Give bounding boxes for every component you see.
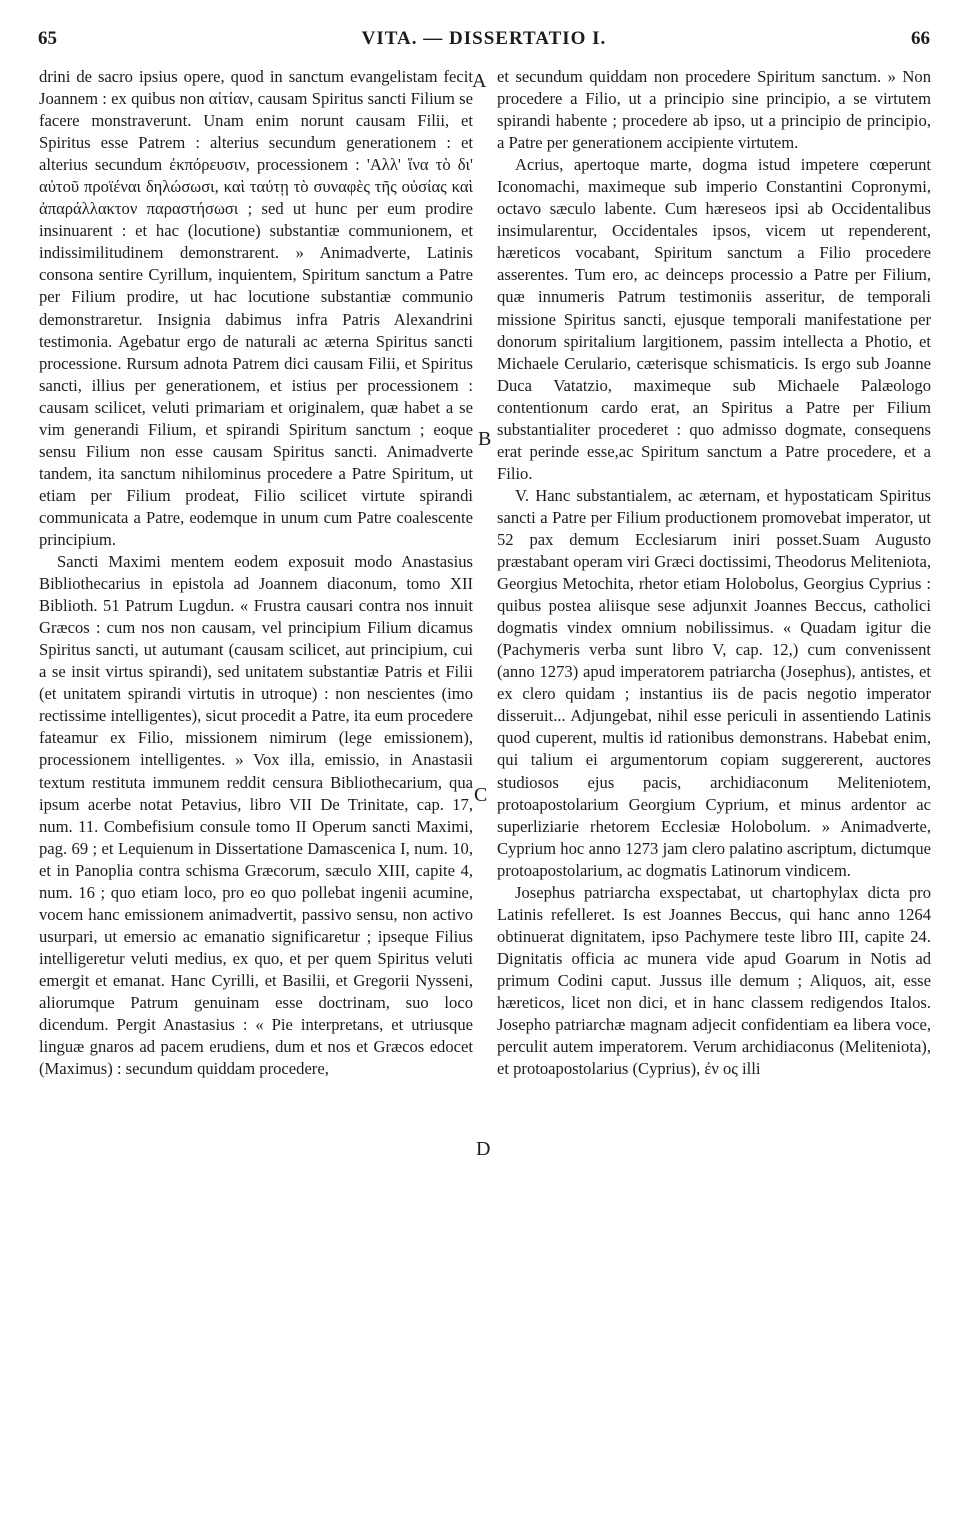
right-column [497,66,931,1080]
left-paragraph-1: drini de sacro ipsius opere, quod in sanctum evangelistam fecit Joannem : ex quibus non αἰτίαν, causam Spiritus sancti Filium se facere monstraverunt. Unam enim norunt causam Filii, et Spiritus esse Patrem : alterius secundum generationem : et alterius secundum ἐκπόρευσιν, processionem : 'Αλλ' ἵνα τὸ δι' αὐτοῦ προϊέναι δηλώσωσι, καὶ ταύτῃ τὸ συναφὲς τῆς οὐσίας καὶ ἀπαράλλακτον παραστήσωσι ; sed ut hunc per eum prodire insinuarent : et hac (locutione) substantiæ communionem, et indissimilitudinem demonstrarent. » Animadverte, Latinis consona sentire Cyrillum, inquientem, Spiritum sanctum a Patre per Filium prodire, ut hac locutione substantiæ communio demonstraretur. Insignia dabimus infra Patris Alexandrini testimonia. Agebatur ergo de naturali ac æterna Spiritus sancti processione. Rursum adnota Patrem dici causam Filii, et Spiritus sancti, illius per generationem, et istius per processionem : causam scilicet, veluti primariam et originalem, quæ habet a se vim generandi Filium, et spirandi Spiritum sanctum ; eoque sensu Filium non esse causam Spiritus sancti. Animadverte tandem, ita sanctum nihilominus procedere a Patre Spiritum, ut etiam per Filium prodeat, Filio scilicet virtute spirandi communicata a Patre, eodemque in unum cum Patre coalescente principium. [39,67,473,549]
left-paragraph-2: Sancti Maximi mentem eodem exposuit modo Anastasius Bibliothecarius in epistola ad Joannem diaconum, tomo XII Biblioth. 51 Patrum Lugdun. « Frustra causari contra nos innuit Græcos : cum nos non causam, vel principium Filium dicamus Spiritus sancti, ut autumant (causam scilicet, aut principium, cui a se insit virtus spirandi), sed unitatem substantiæ Patris et Filii (et unitatem spirandi virtutis in utroque) : non nescientes (imo rectissime intelligentes), sicut procedit a Patre, ita eum procedere fateamur ex Filio, missionem nimirum (lege emissionem), processionem intelligentes. » Vox illa, emissio, in Anastasii textum restituta immunem reddit censura Bibliothecarium, qua ipsum acerbe notat Petavius, libro VII De Trinitate, cap. 17, num. 11. Combefisium consule tomo II Operum sancti Maximi, pag. 69 ; et Lequienum in Dissertatione Damascenica I, num. 10, et in Panoplia contra schisma Græcorum, sæculo XIII, capite 4, num. 16 ; quo etiam loco, pro eo quo pollebat ingenii acumine, vocem hanc emissionem animadvertit, passivo sensu, non activo usurpari, ut emersio ac emanatio significaretur ; ipseque Filius intelligeretur veluti medius, ex quo, et per quem Spiritus veluti emergit et emanat. Hanc Cyrilli, et Basilii, et Gregorii Nysseni, aliorumque Patrum genuinam esse doctrinam, suo loco dicendum. Pergit Anastasius : « Pie interpretans, et utriusque linguæ gnaros ad pacem erudiens, dum et nos et Græcos edocet (Maximus) : secundum quiddam procedere, [39,552,473,1079]
right-paragraph-3: V. Hanc substantialem, ac æternam, et hypostaticam Spiritus sancti a Patre per Filium productionem promovebat imperator, ut 52 pax demum Ecclesiarum iniri posset.Suam Augusto præstabant operam viri Græci doctissimi, Theodorus Meliteniota, Georgius Metochita, rhetor etiam Holobolus, Georgius Cyprius : quibus postea aliisque sese adjunxit Joannes Beccus, catholici dogmatis vindex omnium nobilissimus. « Quadam igitur die (Pachymeris verba sunt libro V, cap. 12,) cum convenissent (anno 1273) apud imperatorem patriarcha (Josephus), antistes, et ex clero quidam ; instantius iis de pacis negotio imperator disseruit... Adjungebat, nihil esse periculi in assentiendo Latinis quod cuperent, multis id rationibus demonstrans. Habebat enim, qui talium ei argumentorum copiam suggererent, auctores studiosos ejus pacis, archidiaconum Meliteniotem, protoapostolarium Georgium Cyprium, et minus ardentor ac superliziarie rhetorem Ecclesiæ Holobolum. » Animadverte, Cyprium hoc anno 1273 jam clero palatino ascriptum, dictumque protoapostolarium, ac dogmatis Latinorum vindicem. [497,485,931,880]
margin-letter-d: D [476,1138,491,1160]
left-column [39,66,473,1080]
right-paragraph-4: Josephus patriarcha exspectabat, ut chartophylax dicta pro Latinis refelleret. Is est Joannes Beccus, qui hanc anno 1264 obtinuerat dignitatem, ipso Pachymere teste libro III, capite 24. Dignitatis officia ac munera vide apud Goarum in Notis ad primum Codini caput. Jussus ille demum ; Aliquos, ait, esse hæreticos, licet non dici, et in hanc classem redigendos Italos. Josepho patriarchæ magnam adjecit confidentiam ea libera voce, perculit autem imperatorem. Verum archidiaconus (Meliteniota), et protoapostolarius (Cyprius), ἐν ος illi [497,882,931,1079]
page-header [38,28,930,56]
running-title: VITA. — DISSERTATIO I. [361,28,607,49]
page-number-left: 65 [38,28,57,49]
right-paragraph-1: et secundum quiddam non procedere Spiritum sanctum. » Non procedere a Filio, ut a principio sine principio, a se virtutem spirandi habente ; procedere ab ipso, ut a principio de principio, a Patre per generationem accipiente virtutem. [497,67,931,153]
right-paragraph-2: Acrius, apertoque marte, dogma istud impetere cœperunt Iconomachi, maximeque sub imperio Constantini Copronymi, octavo sæculo labente. Cum hæreseos ipsi ab Occidentalibus insimularentur, Occidentales ipsos, vicem ut rependerent, hæreticos vocabant, Spiritum sanctum a Filio procedere asserentes. Tum ero, ac deinceps processio a Patre per Filium, quæ innumeris Patrum testimoniis asseritur, de temporali missione Spiritus sancti, ejusque temporali manifestatione per donorum spiritalium largitionem, passim intellecta a Photio, et Michaele Cerulario, cæterisque schismaticis. Is ergo sub Joanne Duca Vatatzio, maximeque sub Michaele Palæologo contentionum cardo erat, an Spiritus a Patre per Filium substantialiter procederet : quo admisso dogmate, consequens erat perinde esse,ac Spiritum sanctum a Patre procedere, et a Filio. [497,155,931,483]
margin-letter-c: C [474,784,488,806]
margin-letter-a: A [472,70,487,92]
page-number-right: 66 [911,28,930,49]
margin-letter-b: B [478,428,492,450]
